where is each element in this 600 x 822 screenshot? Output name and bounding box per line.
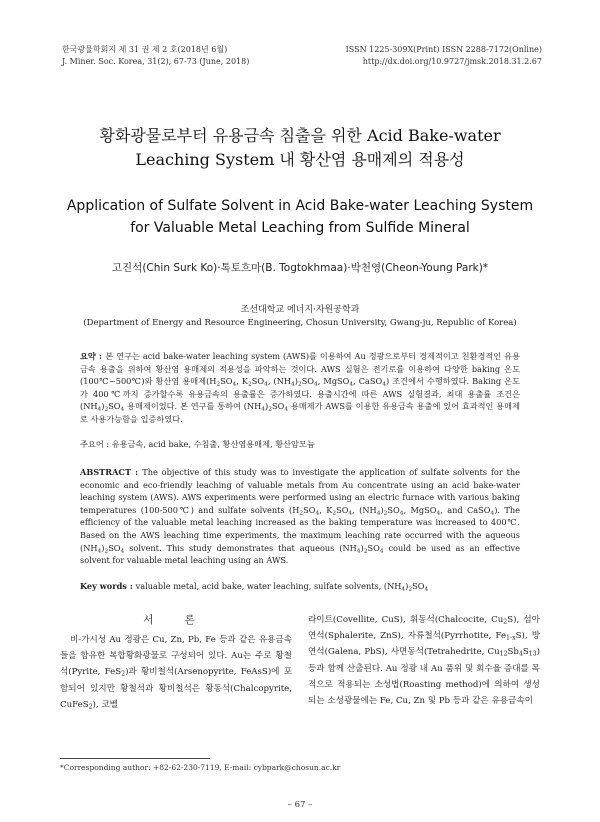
abstract-en-text: , and CaSO — [440, 504, 491, 515]
intro-text: 라이트(Covellite, CuS), 휘동석(Chalcocite, Cu — [308, 615, 504, 625]
subscript: 4 — [284, 406, 289, 413]
abstract-ko-text: , MgSO — [317, 376, 350, 387]
subscript: 4 — [264, 381, 268, 388]
subscript: 2 — [299, 510, 304, 517]
title-en-line1: Application of Sulfate Solvent in Acid Bake-water Leaching System — [66, 198, 534, 214]
abstract-ko-text: ) — [294, 376, 298, 387]
abstract-ko-label: 요약 : — [80, 351, 106, 361]
intro-text: ) 등과 함께 산출된다. Au 정광 내 Au 품위 및 회수율 증대를 목적으로 적용되는 소성법(Roasting method)에 의하여 생성되는 소성광물에는 Fe, Cu, Zn 및 Pb 등과 같은 유용금속이 — [308, 647, 540, 707]
subscript: 4 — [97, 406, 102, 413]
subscript: 4 — [436, 510, 441, 517]
doi-link[interactable]: http://dx.doi.org/10.9727/jmsk.2018.31.2.67 — [362, 57, 542, 66]
subscript: 4 — [315, 510, 320, 517]
affiliation-english: (Department of Energy and Resource Engineering, Chosun University, Gwang-ju, Republic of Korea) — [83, 318, 517, 328]
abstract-ko-text: 용매제가 AWS를 이용한 유용금속 용출에 있어 효과적인 용매제로 사용가능함을 입증하였다. — [80, 401, 520, 424]
abstract-en-text: SO — [336, 504, 349, 515]
subscript: 4 — [97, 548, 102, 555]
abstract-en-text: ) — [101, 542, 105, 553]
subscript: 4 — [120, 548, 125, 555]
abstract-en-text: SO — [108, 542, 121, 553]
subscript: 2 — [88, 703, 93, 711]
abstract-en-text: , (NH — [352, 504, 377, 515]
title-korean — [40, 124, 560, 172]
subscript: 2 — [408, 586, 413, 593]
subscript: 4 — [490, 510, 495, 517]
abstract-ko-text: ) — [101, 401, 105, 412]
intro-column-left — [60, 632, 292, 713]
subscript: 4 — [291, 381, 295, 388]
abstract-ko-text: SO — [251, 376, 265, 387]
intro-text: Sb — [507, 647, 519, 658]
title-ko-line1: 황화광물로부터 유용금속 침출을 위한 Acid Bake-water — [99, 126, 501, 145]
subscript: 2 — [383, 510, 388, 517]
subscript: 2 — [268, 406, 272, 413]
subscript: 2 — [216, 381, 221, 388]
abstract-en-text: ). The efficiency of the valuable metal leaching increased as the baking temperature was increased to 400℃. Based on the AWS leaching time experiments, the maximum leaching rate occurred with the aqueous (NH — [80, 504, 521, 553]
abstract-english — [80, 466, 520, 567]
keywords-en-text: ) — [405, 581, 409, 591]
intro-text: S), 섬아연석(Sphalerite, ZnS), 자류철석(Pyrrhotite, Fe — [308, 615, 540, 642]
abstract-ko-text: 본 연구는 acid bake-water leaching system (AWS)를 이용하여 Au 정광으로부터 경제적이고 친환경적인 유용금속 용출을 위하여 황산염 용매제의 적용성을 파악하는 것이다. AWS 실험은 전기로를 이용하여 다양한 baking 온도(100℃~500℃)와 황산염 용매제(H — [80, 351, 520, 387]
subscript: 4 — [261, 406, 266, 413]
abstract-ko-text: SO — [108, 401, 121, 412]
authors: 고진석(Chin Surk Ko)·톡토흐마(B. Togtokhmaa)·박천영(Cheon-Young Park)* — [111, 262, 489, 274]
keywords-ko-text: 유용금속, acid bake, 수침출, 황산염용매제, 황산암모늄 — [111, 439, 315, 449]
abstract-ko-text: , K — [236, 376, 249, 387]
intro-column-right — [308, 612, 540, 709]
abstract-ko-text: , CaSO — [353, 376, 383, 387]
subscript: 13 — [528, 650, 537, 658]
abstract-en-text: SO — [303, 504, 316, 515]
title-en-line2: for Valuable Metal Leaching from Sulfide Mineral — [130, 220, 470, 236]
corresponding-author-footnote: *Corresponding author: +82-62-230-7119, E-mail: cybpark@chosun.ac.kr — [60, 763, 341, 772]
abstract-en-text: The objective of this study was to investigate the application of sulfate solvents for the economic and eco-friendly leaching of valuable metals from Au concentrate using an acid bake-water leaching system (AWS). AWS experiments were performed using an electric furnace with various baking temperatures (100-500℃) and sulfate solvents (H — [80, 467, 520, 515]
affiliation-korean: 조선대학교 에너지·자원공학과 — [240, 305, 360, 315]
subscript: 2 — [104, 548, 109, 555]
abstract-ko-text: 용매제이었다. 본 연구를 통하여 (NH — [124, 401, 262, 412]
abstract-en-text: , MgSO — [403, 504, 437, 515]
subscript: 1-x — [506, 634, 516, 642]
title-english — [40, 195, 560, 239]
subscript: 4 — [376, 510, 381, 517]
journal-citation — [62, 44, 249, 68]
keywords-english — [80, 580, 520, 592]
subscript: 4 — [401, 586, 406, 593]
abstract-korean — [80, 350, 520, 426]
subscript: 4 — [518, 650, 523, 658]
intro-text: S), 방연석(Galena, PbS), 사면동석(Tetrahedrite, Cu — [308, 631, 540, 658]
subscript: 2 — [503, 618, 508, 626]
subscript: 4 — [120, 406, 125, 413]
keywords-en-text: SO — [412, 581, 425, 591]
keywords-korean — [80, 438, 520, 450]
abstract-en-text: SO — [387, 504, 400, 515]
abstract-ko-text: ) 조건에서 수행하였다. Baking 온도가 400℃까지 증가할수록 유용금속의 용출률은 증가하였다. 용출시간에 따른 AWS 실험결과, 최대 용출률 조건은 (NH — [80, 376, 520, 412]
abstract-ko-text: SO — [301, 376, 315, 387]
subscript: 4 — [349, 381, 354, 388]
subscript: 12 — [499, 650, 508, 658]
abstract-en-text: , K — [319, 504, 333, 515]
keywords-ko-label: 주요어 : — [80, 439, 112, 449]
keywords-en-label: Key words : — [80, 581, 136, 591]
subscript: 2 — [104, 406, 109, 413]
abstract-en-label: ABSTRACT : — [80, 467, 143, 477]
subscript: 4 — [382, 381, 387, 388]
journal-name-ko: 한국광물학회지 제 31 권 제 2 호(2018년 6월) — [62, 45, 228, 54]
abstract-en-text: ) — [380, 504, 384, 515]
abstract-en-text: could be used as an effective solvent for valuable metal leaching using an AWS. — [80, 542, 520, 566]
subscript: 4 — [379, 548, 384, 555]
abstract-ko-text: ) — [265, 401, 269, 412]
abstract-en-text: SO — [367, 542, 380, 553]
subscript: 4 — [399, 510, 404, 517]
subscript: 4 — [232, 381, 237, 388]
intro-text: S — [522, 647, 529, 658]
page-number: – 67 – — [287, 800, 313, 810]
subscript: 4 — [424, 586, 429, 593]
keywords-en-text: valuable metal, acid bake, water leaching, sulfate solvents, (NH — [135, 581, 402, 591]
subscript: 2 — [363, 548, 368, 555]
abstract-en-text: ) — [360, 542, 364, 553]
title-ko-line2: Leaching System 내 황산염 용매제의 적용성 — [135, 150, 465, 169]
subscript: 4 — [348, 510, 353, 517]
intro-text: )과 황비철석(Arsenopyrite, FeAsS)에 포함되어 있지만 황철석과 황비철석은 황동석(Chalcopyrite, CuFeS — [60, 667, 292, 710]
subscript: 2 — [332, 510, 337, 517]
intro-text: 비-가시성 Au 정광은 Cu, Zn, Pb, Fe 등과 같은 유용금속들을 함유한 복합황화광물로 구성되어 있다. Au는 주로 황철석(Pyrite, FeS — [60, 635, 292, 678]
abstract-en-text: solvent. This study demonstrates that aqueous (NH — [124, 542, 357, 553]
journal-ids — [346, 44, 542, 68]
subscript: 2 — [248, 381, 252, 388]
abstract-ko-text: SO — [220, 376, 233, 387]
subscript: 2 — [121, 670, 126, 678]
footnote-divider — [60, 758, 210, 759]
subscript: 4 — [314, 381, 318, 388]
subscript: 4 — [356, 548, 361, 555]
subscript: 2 — [297, 381, 302, 388]
abstract-ko-text: , (NH — [267, 376, 291, 387]
journal-name-en: J. Miner. Soc. Korea, 31(2), 67-73 (June, 2018) — [62, 57, 250, 66]
issn: ISSN 1225-309X(Print) ISSN 2288-7172(Online) — [345, 45, 542, 54]
intro-text: ), 코벨 — [92, 699, 118, 710]
section-title-introduction: 서 론 — [143, 614, 209, 626]
abstract-ko-text: SO — [271, 401, 285, 412]
